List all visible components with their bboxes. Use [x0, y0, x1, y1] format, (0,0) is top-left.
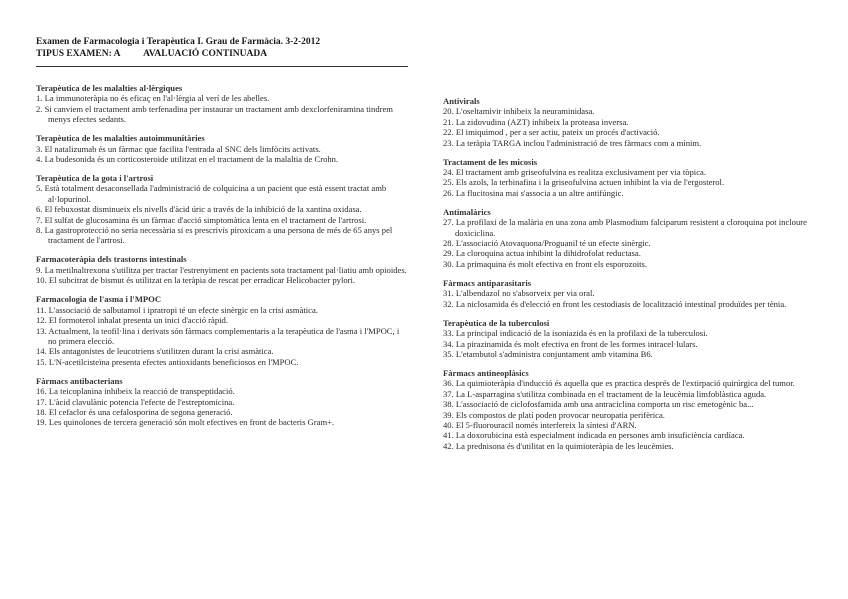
question-number: 7. [36, 214, 43, 225]
question-text: El tractament amb griseofulvina es realitza exclusivament per via tòpica. [453, 167, 706, 178]
question-section [443, 278, 823, 309]
question-text: La primaquina és molt efectiva en front els esporozoits. [453, 258, 648, 269]
question-number: 20. [443, 106, 454, 117]
question-text: Els antagonistes de leucotriens s'utilitzen durant la crisi asmàtica. [46, 346, 274, 357]
question-item [443, 177, 823, 187]
question-section [443, 207, 823, 269]
question-item [36, 104, 408, 125]
question-item [36, 346, 408, 356]
question-text: Està totalment desaconsellada l'administració de colquicina a un pacient que està essent tractat amb al·lopurinol. [42, 183, 387, 204]
question-item [36, 93, 408, 103]
question-text: La pirazinamida és molt efectiva en front de les formes intracel·lulars. [453, 338, 698, 349]
question-item [443, 167, 823, 177]
question-item [36, 305, 408, 315]
question-number: 17. [36, 396, 47, 407]
question-text: L'etambutol s'administra conjuntament amb vitamina B6. [453, 348, 653, 359]
question-text: La prednisona és d'utilitat en la quimioteràpia de les leucèmies. [453, 440, 674, 451]
question-number: 16. [36, 386, 47, 397]
question-item [443, 217, 823, 238]
question-text: La principal indicació de la isoniazida és en la profilaxi de la tuberculosi. [453, 328, 708, 339]
question-item [443, 299, 823, 309]
question-number: 19. [36, 417, 47, 428]
question-text: La teràpia TARGA inclou l'administració de tres fàrmacs com a mínim. [453, 137, 702, 148]
question-item [36, 215, 408, 225]
question-item [36, 204, 408, 214]
question-text: El febuxostat disminueix els nivells d'àcid úric a través de la inhibició de la xantina oxidasa. [42, 204, 362, 215]
question-text: L'oseltamivir inhibeix la neuraminidasa. [453, 106, 595, 117]
question-number: 22. [443, 127, 454, 138]
question-number: 30. [443, 258, 454, 269]
question-item [36, 407, 408, 417]
question-section [36, 173, 408, 246]
question-text: La metilnaltrexona s'utilitza per tractar l'estrenyiment en pacients sota tractament pal·liatiu amb opioides. [42, 264, 407, 275]
question-text: L'associació de ciclofosfamida amb una antraciclina comporta un risc emetogènic ba... [453, 399, 754, 410]
question-number: 11. [36, 304, 47, 315]
section-title: Antimalàrics [443, 206, 491, 217]
question-item [36, 225, 408, 246]
question-text: La doxorubicina està especialment indicada en persones amb insuficiència cardíaca. [453, 430, 745, 441]
question-item [36, 183, 408, 204]
question-text: El 5-fluorouracil només interfereix la síntesi d'ARN. [453, 419, 637, 430]
question-text: La immunoteràpia no és eficaç en l'al·lèrgia al verí de les abelles. [42, 93, 270, 104]
question-text: La profilaxi de la malària en una zona amb Plasmodium falciparum resistent a cloroquina pot incloure doxiciclina. [453, 217, 807, 238]
question-section [36, 294, 408, 367]
question-text: El subcitrat de bismut és utilitzat en la teràpia de rescat per erradicar Helicobacter pylori. [46, 275, 356, 286]
question-item [443, 339, 823, 349]
section-title: Terapèutica de les malalties autoimmunitàries [36, 133, 205, 144]
question-item [443, 106, 823, 116]
question-section [443, 318, 823, 360]
question-number: 12. [36, 315, 47, 326]
question-number: 10. [36, 275, 47, 286]
question-number: 13. [36, 325, 47, 336]
question-item [443, 378, 823, 388]
question-item [36, 417, 408, 427]
question-text: Si canviem el tractament amb terfenadina per instaurar un tractament amb dexclorfeniramina tindrem menys efectes sedants. [42, 103, 393, 125]
question-item [443, 117, 823, 127]
header-divider [36, 66, 408, 67]
question-number: 33. [443, 328, 454, 339]
question-number: 8. [36, 225, 43, 236]
question-text: La cloroquina actua inhibint la dihidrofolat reductasa. [453, 248, 641, 259]
exam-header [36, 36, 416, 60]
question-item [443, 441, 823, 451]
question-item [443, 127, 823, 137]
question-section [36, 83, 408, 125]
exam-title: Examen de Farmacologia i Terapèutica I. Grau de Farmàcia. 3-2-2012 [36, 37, 321, 47]
question-item [36, 397, 408, 407]
question-text: L'albendazol no s'absorveix per via oral. [453, 288, 595, 299]
question-text: L'N-acetilcisteïna presenta efectes antioxidants beneficiosos en l'MPOC. [46, 356, 299, 367]
question-item [443, 248, 823, 258]
question-number: 23. [443, 137, 454, 148]
question-item [36, 154, 408, 164]
question-item [36, 265, 408, 275]
question-number: 38. [443, 399, 454, 410]
question-item [443, 259, 823, 269]
question-text: El formoterol inhalat presenta un inici d'acció ràpid. [46, 315, 228, 326]
section-title: Terapèutica de la gota i l'artrosi [36, 173, 154, 184]
question-number: 27. [443, 217, 454, 228]
question-text: La quimioteràpia d'inducció és aquella que es practica després de l'extirpació quirúrgica del tumor. [453, 378, 795, 389]
question-text: El sulfat de glucosamina és un fàrmac d'acció simptomàtica lenta en el tractament de l'artrosi. [42, 214, 367, 225]
question-number: 5. [36, 183, 43, 194]
question-item [36, 326, 408, 347]
question-item [443, 420, 823, 430]
question-text: Les quinolones de tercera generació són molt efectives en front de bacteris Gram+. [46, 417, 335, 428]
question-number: 24. [443, 167, 454, 178]
question-item [443, 328, 823, 338]
exam-type: TIPUS EXAMEN: A AVALUACIÓ CONTINUADA [36, 49, 268, 59]
question-number: 36. [443, 378, 454, 389]
question-number: 9. [36, 264, 43, 275]
question-item [36, 357, 408, 367]
question-text: L'àcid clavulànic potencia l'efecte de l'estreptomicina. [46, 396, 235, 407]
left-column [36, 83, 408, 436]
right-column [443, 96, 823, 460]
question-item [36, 386, 408, 396]
section-title: Antivirals [443, 96, 480, 106]
question-text: La gastroprotecció no seria necessària si es prescrivís piroxicam a una persona de més de 65 anys pel tractament de l'artrosi. [42, 225, 393, 246]
question-item [443, 430, 823, 440]
question-text: Els azols, la terbinafina i la griseofulvina actuen inhibint la via de l'ergosterol. [453, 177, 725, 188]
question-number: 2. [36, 103, 43, 114]
question-text: El cefaclor és una cefalosporina de segona generació. [46, 406, 233, 417]
question-item [443, 349, 823, 359]
question-text: La zidovudina (AZT) inhibeix la proteasa inversa. [453, 116, 629, 127]
question-section [36, 376, 408, 428]
question-number: 18. [36, 406, 47, 417]
question-number: 4. [36, 154, 43, 165]
question-number: 28. [443, 238, 454, 249]
question-text: El imiquimod , per a ser actiu, pateix un procés d'activació. [453, 127, 660, 138]
question-number: 35. [443, 348, 454, 359]
question-number: 41. [443, 430, 454, 441]
question-text: La L-asparragina s'utilitza combinada en el tractament de la leucèmia limfoblàstica aguda. [453, 388, 767, 399]
question-item [443, 138, 823, 148]
question-text: Actualment, la teofil·lina i derivats són fàrmacs complementaris a la terapèutica de l'asma i l'MPOC, i no primera elecció. [46, 325, 400, 346]
question-number: 25. [443, 177, 454, 188]
question-item [443, 410, 823, 420]
question-item [443, 389, 823, 399]
question-number: 39. [443, 409, 454, 420]
section-title: Fàrmacs antiparasitaris [443, 277, 532, 288]
question-item [36, 275, 408, 285]
question-item [443, 238, 823, 248]
question-item [443, 188, 823, 198]
question-number: 1. [36, 93, 43, 104]
question-number: 26. [443, 187, 454, 198]
question-section [36, 254, 408, 285]
question-item [36, 144, 408, 154]
question-text: La niclosamida és d'elecció en front les cestodiasis de localització intestinal produïdes per tènia. [453, 298, 787, 309]
question-number: 6. [36, 204, 43, 215]
question-text: La budesonida és un corticosteroide utilitzat en el tractament de la malaltia de Crohn. [42, 154, 339, 165]
question-number: 21. [443, 116, 454, 127]
question-number: 37. [443, 388, 454, 399]
question-section [443, 368, 823, 451]
question-number: 14. [36, 346, 47, 357]
question-number: 15. [36, 356, 47, 367]
question-number: 42. [443, 440, 454, 451]
question-text: La flucitosina mai s'associa a un altre antifúngic. [453, 187, 624, 198]
question-number: 32. [443, 298, 454, 309]
question-section [36, 133, 408, 164]
section-title: Tractament de les micosis [443, 156, 538, 167]
question-number: 3. [36, 143, 43, 154]
question-section [443, 157, 823, 199]
question-number: 29. [443, 248, 454, 259]
question-item [36, 315, 408, 325]
question-item [443, 288, 823, 298]
question-number: 40. [443, 419, 454, 430]
section-title: Fàrmacs antibacterians [36, 375, 123, 386]
section-title: Farmacologia de l'asma i l'MPOC [36, 294, 162, 305]
question-text: La teicoplanina inhibeix la reacció de transpeptidació. [46, 386, 235, 397]
question-number: 31. [443, 288, 454, 299]
question-section [443, 96, 823, 148]
question-text: L'associació de salbutamol i ipratropi té un efecte sinèrgic en la crisi asmàtica. [46, 304, 318, 315]
question-item [443, 399, 823, 409]
question-number: 34. [443, 338, 454, 349]
section-title: Fàrmacs antineoplàsics [443, 367, 529, 378]
section-title: Terapèutica de les malalties al·lèrgiques [36, 83, 183, 93]
question-text: L'associació Atovaquona/Proguanil té un efecte sinèrgic. [453, 238, 651, 249]
section-title: Farmacoteràpia dels trastorns intestinals [36, 254, 187, 265]
section-title: Terapèutica de la tuberculosi [443, 317, 550, 328]
question-text: Els compostos de platí poden provocar neuropatia perifèrica. [453, 409, 665, 420]
question-text: El natalizumab és un fàrmac que facilita l'entrada al SNC dels limfòcits activats. [42, 143, 321, 154]
